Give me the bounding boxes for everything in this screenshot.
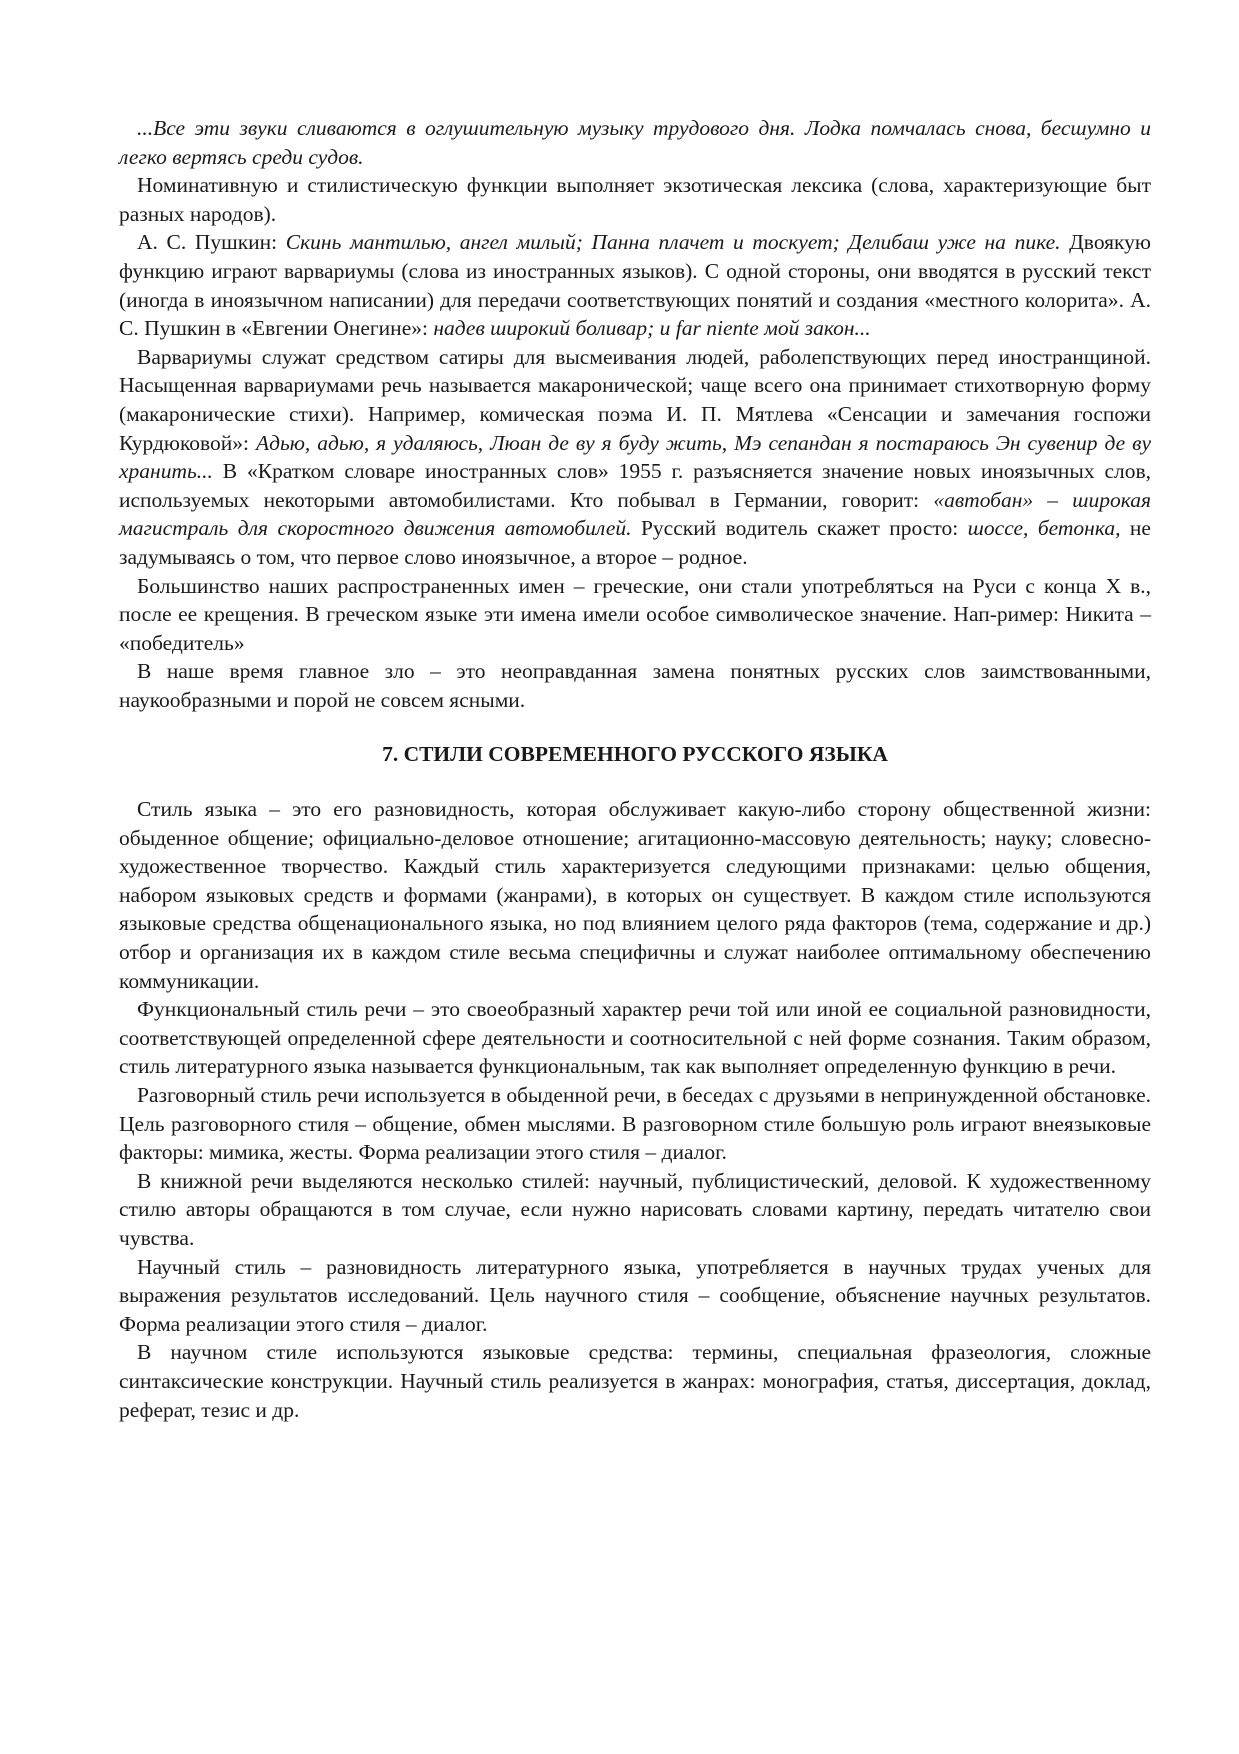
italic-text-run: шоссе, бетонка, [967, 516, 1121, 541]
text-run: не задумываясь о том, что первое слово иноязычное, а второе – родное. [119, 516, 1151, 569]
document-page [119, 114, 1151, 1424]
text-run: В наше время главное зло – это неоправданная замена понятных русских слов заимствованными, наукообразными и порой не совсем ясными. [119, 659, 1151, 712]
paragraph [119, 171, 1151, 228]
text-run: Двоякую функцию играют варвариумы (слова из иностранных языков). С одной стороны, они вводятся в русский текст (иногда в иноязычном написании) для передачи соответствующих понятий и создания «местного колорита». А. С. Пушкин в «Евгении Онегине»: [119, 230, 1151, 341]
paragraph [119, 657, 1151, 714]
paragraph: Функциональный стиль речи – это своеобразный характер речи той или иной ее социальной разновидности, соответствующей определенной сфере деятельности и соотносительной с ней форме сознания. Таким образом, стиль литературного языка называется функциональным, так как выполняет определенную функцию в речи. [119, 997, 1151, 1079]
section-text-styles [119, 795, 1151, 1424]
section-text-before-heading [119, 114, 1151, 714]
italic-text-run: Скинь мантилью, ангел милый; Панна плачет и тоскует; Делибаш уже на пике. [285, 230, 1061, 255]
italic-text-run: Адью, адью, я удаляюсь, Люан де ву я буду жить, Мэ сепандан я постараюсь Эн сувенир де ву хранить... [119, 430, 1151, 484]
italic-text-run: «автобан» – широкая магистраль для скоростного движения автомобилей. [119, 487, 1151, 541]
paragraph: Стиль языка – это его разновидность, которая обслуживает какую-либо сторону общественной жизни: обыденное общение; официально-деловое отношение; агитационно-массовую деятельность; науку; словесно-художественное творчество. Каждый стиль характеризуется следующими признаками: целью общения, набором языковых средств и формами (жанрами), в которых он существует. В каждом стиле используются языковые средства общенационального языка, но под влиянием целого ряда факторов (тема, содержание и др.) отбор и организация их в каждом стиле весьма специфичны и служат наиболее оптимальному обеспечению коммуникации. [119, 797, 1151, 993]
text-run: А. С. Пушкин: [137, 230, 286, 255]
paragraph: Разговорный стиль речи используется в обыденной речи, в беседах с друзьями в непринужденной обстановке. Цель разговорного стиля – общение, обмен мыслями. В разговорном стиле большую роль играют внеязыковые факторы: мимика, жесты. Форма реализации этого стиля – диалог. [119, 1083, 1151, 1165]
paragraph: В книжной речи выделяются несколько стилей: научный, публицистический, деловой. К художественному стилю авторы обращаются в том случае, если нужно нарисовать словами картину, передать читателю свои чувства. [119, 1168, 1151, 1250]
italic-text-run: ...Все эти звуки сливаются в оглушительную музыку трудового дня. Лодка помчалась снова, бесшумно и легко вертясь среди судов. [119, 116, 1151, 169]
section-heading: 7. СТИЛИ СОВРЕМЕННОГО РУССКОГО ЯЗЫКА [382, 742, 888, 767]
text-run: Большинство наших распространенных имен – греческие, они стали употребляться на Руси с конца X в., после ее крещения. В греческом языке эти имена имели особое символическое значение. Нап-ример: Никита – «победитель» [119, 573, 1151, 655]
text-run: Русский водитель скажет просто: [631, 516, 968, 541]
text-run: Номинативную и стилистическую функции выполняет экзотическая лексика (слова, характеризующие быт разных народов). [119, 173, 1151, 226]
paragraph [119, 572, 1151, 658]
text-run: В «Кратком словаре иностранных слов» 1955 г. разъясняется значение новых иноязычных слов, используемых некоторыми автомобилистами. Кто побывал в Германии, говорит: [119, 459, 1151, 512]
paragraph: Научный стиль – разновидность литературного языка, употребляется в научных трудах ученых для выражения результатов исследований. Цель научного стиля – сообщение, объяснение научных результатов. Форма реализации этого стиля – диалог. [119, 1254, 1151, 1336]
paragraph [119, 343, 1151, 572]
text-run: Варвариумы служат средством сатиры для высмеивания людей, раболепствующих перед иностранщиной. Насыщенная варвариумами речь называется макаронической; чаще всего она принимает стихотворную форму (макаронические стихи). Например, комическая поэма И. П. Мятлева «Сенсации и замечания госпожи Курдюковой»: [119, 344, 1151, 455]
paragraph: В научном стиле используются языковые средства: термины, специальная фразеология, сложные синтаксические конструкции. Научный стиль реализуется в жанрах: монография, статья, диссертация, доклад, реферат, тезис и др. [119, 1340, 1151, 1422]
italic-text-run: надев широкий боливар; и far niente мой закон... [433, 316, 871, 341]
paragraph [119, 114, 1151, 171]
paragraph [119, 228, 1151, 342]
